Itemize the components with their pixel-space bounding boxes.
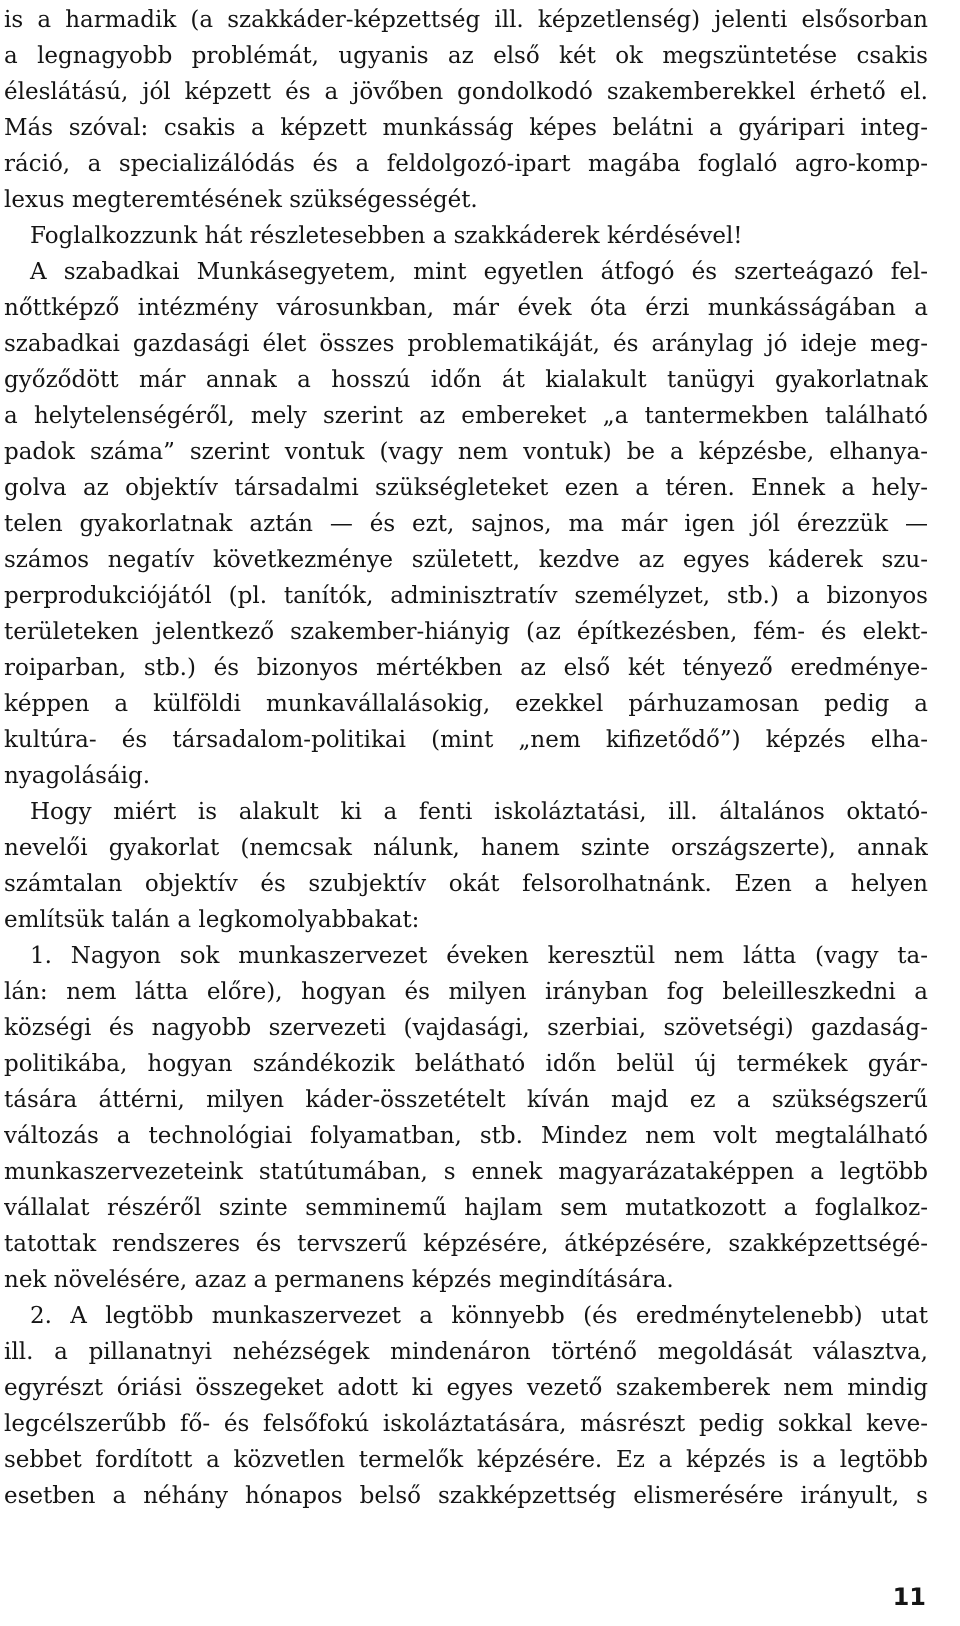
text-line: lexus megteremtésének szükségességét.: [4, 187, 478, 213]
text-line: képpen a külföldi munkavállalásokig, ezekkel párhuzamosan pedig a: [4, 691, 928, 717]
text-line: nyagolásáig.: [4, 763, 151, 789]
text-line: lán: nem látta előre), hogyan és milyen irányban fog beleilleszkedni a: [4, 979, 928, 1005]
text-line: 1. Nagyon sok munkaszervezet éveken keresztül nem látta (vagy ta-: [30, 943, 928, 969]
text-line: politikába, hogyan szándékozik belátható időn belül új termékek gyár-: [4, 1051, 928, 1077]
text-line: sebbet fordított a közvetlen termelők képzésére. Ez a képzés is a legtöbb: [4, 1447, 928, 1473]
text-line: vállalat részéről szinte semminemű hajlam sem mutatkozott a foglalkoz-: [4, 1195, 928, 1221]
page-number: 11: [892, 1583, 926, 1611]
text-line: nőttképző intézmény városunkban, már évek óta érzi munkásságában a: [4, 295, 928, 321]
text-line: telen gyakorlatnak aztán — és ezt, sajnos, ma már igen jól érezzük —: [4, 511, 928, 537]
text-line: legcélszerűbb fő- és felsőfokú iskoláztatására, másrészt pedig sokkal keve-: [4, 1411, 928, 1437]
text-line: Hogy miért is alakult ki a fenti iskoláztatási, ill. általános oktató-: [30, 799, 928, 825]
text-line: említsük talán a legkomolyabbakat:: [4, 907, 420, 933]
text-line: is a harmadik (a szakkáder-képzettség ill. képzetlenség) jelenti elsősorban: [4, 7, 928, 33]
text-line: a helytelenségéről, mely szerint az embereket „a tantermekben található: [4, 403, 928, 429]
text-line: számos negatív következménye született, kezdve az egyes káderek szu-: [4, 547, 928, 573]
text-line: Foglalkozzunk hát részletesebben a szakkáderek kérdésével!: [30, 223, 743, 249]
text-line: ill. a pillanatnyi nehézségek mindenáron történő megoldását választva,: [4, 1339, 928, 1365]
text-line: roiparban, stb.) és bizonyos mértékben az első két tényező eredménye-: [4, 655, 928, 681]
text-line: golva az objektív társadalmi szükségleteket ezen a téren. Ennek a hely-: [4, 475, 928, 501]
text-line: tatottak rendszeres és tervszerű képzésére, átképzésére, szakképzettségé-: [4, 1231, 928, 1257]
text-line: ráció, a specializálódás és a feldolgozó-ipart magába foglaló agro-komp-: [4, 151, 928, 177]
text-line: perprodukciójától (pl. tanítók, adminisztratív személyzet, stb.) a bizonyos: [4, 583, 928, 609]
text-line: számtalan objektív és szubjektív okát felsorolhatnánk. Ezen a helyen: [4, 871, 928, 897]
text-line: szabadkai gazdasági élet összes problematikáját, és aránylag jó ideje meg-: [4, 331, 928, 357]
text-line: nevelői gyakorlat (nemcsak nálunk, hanem szinte országszerte), annak: [4, 835, 928, 861]
text-line: munkaszervezeteink statútumában, s ennek magyarázataképpen a legtöbb: [4, 1159, 928, 1185]
text-line: nek növelésére, azaz a permanens képzés megindítására.: [4, 1267, 674, 1293]
text-line: Más szóval: csakis a képzett munkásság képes belátni a gyáripari integ-: [4, 115, 928, 141]
text-line: padok száma” szerint vontuk (vagy nem vontuk) be a képzésbe, elhanya-: [4, 439, 928, 465]
text-line: 2. A legtöbb munkaszervezet a könnyebb (és eredménytelenebb) utat: [30, 1303, 928, 1329]
text-line: tására áttérni, milyen káder-összetételt kíván majd ez a szükségszerű: [4, 1087, 928, 1113]
text-line: esetben a néhány hónapos belső szakképzettség elismerésére irányult, s: [4, 1483, 928, 1509]
text-line: egyrészt óriási összegeket adott ki egyes vezető szakemberek nem mindig: [4, 1375, 928, 1401]
text-line: a legnagyobb problémát, ugyanis az első két ok megszüntetése csakis: [4, 43, 928, 69]
text-line: győződött már annak a hosszú időn át kialakult tanügyi gyakorlatnak: [4, 367, 928, 393]
text-line: községi és nagyobb szervezeti (vajdasági, szerbiai, szövetségi) gazdaság-: [4, 1015, 928, 1041]
text-line: éleslátású, jól képzett és a jövőben gondolkodó szakemberekkel érhető el.: [4, 79, 928, 105]
text-line: változás a technológiai folyamatban, stb. Mindez nem volt megtalálható: [4, 1123, 928, 1149]
text-line: A szabadkai Munkásegyetem, mint egyetlen átfogó és szerteágazó fel-: [30, 259, 928, 285]
text-line: kultúra- és társadalom-politikai (mint „nem kifizetődő”) képzés elha-: [4, 727, 928, 753]
text-line: területeken jelentkező szakember-hiányig (az építkezésben, fém- és elekt-: [4, 619, 928, 645]
